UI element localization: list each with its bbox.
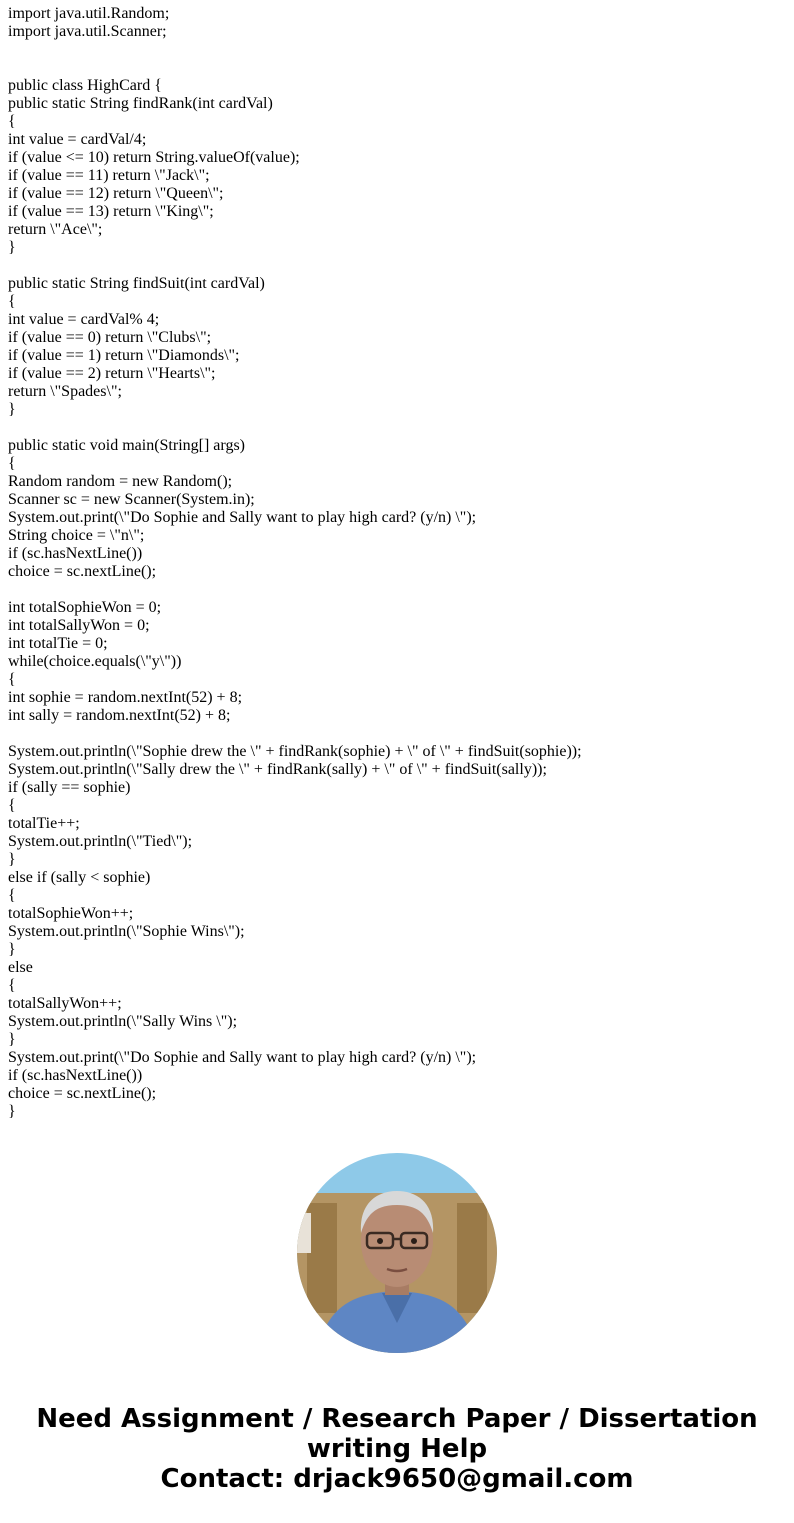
code-line: public class HighCard { [8, 77, 162, 94]
code-line [8, 419, 788, 437]
code-line: if (value == 0) return \"Clubs\"; [8, 329, 212, 346]
code-line: int totalSallyWon = 0; [8, 617, 150, 634]
code-line: if (value == 12) return \"Queen\"; [8, 185, 224, 202]
code-line: if (sally == sophie) [8, 779, 131, 796]
code-line: int value = cardVal/4; [8, 131, 147, 148]
code-line: System.out.println(\"Sally Wins \"); [8, 1013, 238, 1030]
code-line [8, 41, 788, 59]
code-line: totalSophieWon++; [8, 905, 134, 922]
code-line: { [8, 887, 16, 904]
code-line: totalSallyWon++; [8, 995, 122, 1012]
code-line: Random random = new Random(); [8, 473, 233, 490]
code-line: int value = cardVal% 4; [8, 311, 160, 328]
code-line: { [8, 113, 16, 130]
promo-line-2: writing Help [306, 1434, 488, 1464]
code-line [8, 59, 788, 77]
code-line [8, 257, 788, 275]
code-line: System.out.print(\"Do Sophie and Sally want to play high card? (y/n) \"); [8, 509, 477, 526]
promo-line-3: Contact: drjack9650@gmail.com [160, 1464, 634, 1494]
code-line: } [8, 239, 16, 256]
code-listing [8, 5, 788, 1121]
code-line: System.out.print(\"Do Sophie and Sally want to play high card? (y/n) \"); [8, 1049, 477, 1066]
code-line: public static String findSuit(int cardVal) [8, 275, 265, 292]
code-line: choice = sc.nextLine(); [8, 1085, 157, 1102]
code-line [8, 725, 788, 743]
code-line: { [8, 671, 16, 688]
code-line: { [8, 293, 16, 310]
code-line: System.out.println(\"Sophie drew the \" + findRank(sophie) + \" of \" + findSuit(sophie)); [8, 743, 582, 760]
code-line: if (value == 2) return \"Hearts\"; [8, 365, 216, 382]
code-line: System.out.println(\"Sophie Wins\"); [8, 923, 245, 940]
code-line: choice = sc.nextLine(); [8, 563, 157, 580]
code-line: public static String findRank(int cardVal) [8, 95, 273, 112]
code-line: import java.util.Random; [8, 5, 170, 22]
code-line: int totalSophieWon = 0; [8, 599, 162, 616]
code-line: } [8, 1103, 16, 1120]
code-line: } [8, 941, 16, 958]
code-line: } [8, 1031, 16, 1048]
code-line: else if (sally < sophie) [8, 869, 151, 886]
author-avatar [297, 1153, 497, 1353]
code-line [8, 581, 788, 599]
code-line: if (value <= 10) return String.valueOf(value); [8, 149, 300, 166]
code-line: System.out.println(\"Sally drew the \" + findRank(sally) + \" of \" + findSuit(sally)); [8, 761, 547, 778]
code-line: return \"Spades\"; [8, 383, 122, 400]
code-line: int totalTie = 0; [8, 635, 108, 652]
code-line: int sally = random.nextInt(52) + 8; [8, 707, 231, 724]
code-line: Scanner sc = new Scanner(System.in); [8, 491, 255, 508]
code-line: } [8, 851, 16, 868]
code-line: if (value == 11) return \"Jack\"; [8, 167, 210, 184]
code-line: int sophie = random.nextInt(52) + 8; [8, 689, 243, 706]
promo-banner [0, 1404, 794, 1494]
promo-line-1: Need Assignment / Research Paper / Dissertation [36, 1404, 758, 1434]
code-line: return \"Ace\"; [8, 221, 103, 238]
person-photo-icon [297, 1153, 497, 1353]
code-line: if (value == 13) return \"King\"; [8, 203, 214, 220]
code-line: String choice = \"n\"; [8, 527, 145, 544]
code-line: if (sc.hasNextLine()) [8, 545, 143, 562]
code-line: { [8, 797, 16, 814]
code-line: { [8, 977, 16, 994]
code-line: import java.util.Scanner; [8, 23, 167, 40]
code-line: else [8, 959, 33, 976]
code-line: if (value == 1) return \"Diamonds\"; [8, 347, 240, 364]
code-line: if (sc.hasNextLine()) [8, 1067, 143, 1084]
code-line: public static void main(String[] args) [8, 437, 245, 454]
code-line: } [8, 401, 16, 418]
code-line: { [8, 455, 16, 472]
code-line: totalTie++; [8, 815, 80, 832]
code-line: while(choice.equals(\"y\")) [8, 653, 182, 670]
code-line: System.out.println(\"Tied\"); [8, 833, 193, 850]
